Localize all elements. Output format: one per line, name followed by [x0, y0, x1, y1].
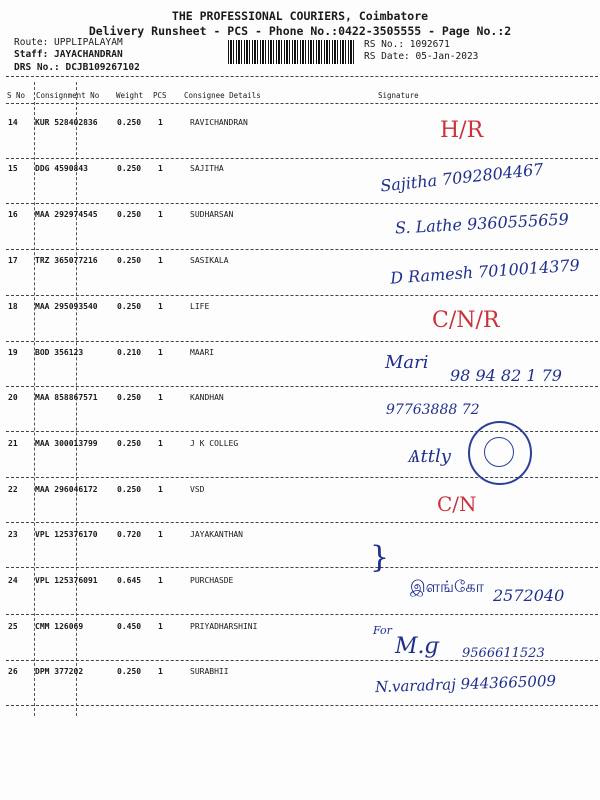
- row-pcs: 1: [158, 256, 163, 265]
- row-consignment: KUR 528402836: [35, 118, 98, 127]
- row-weight: 0.250: [117, 256, 142, 265]
- row-sno: 19: [8, 348, 18, 357]
- row-consignee: VSD: [190, 485, 205, 494]
- row-consignee: SUDHARSAN: [190, 210, 234, 219]
- row-pcs: 1: [158, 439, 163, 448]
- row-sno: 23: [8, 530, 18, 539]
- signature-row25-mark: M.ɡ: [395, 634, 439, 659]
- row-consignment: CMM 126069: [35, 622, 84, 631]
- column-header-consignee: Consignee Details: [184, 91, 261, 100]
- row-separator: [6, 705, 598, 706]
- row-weight: 0.250: [117, 393, 142, 402]
- row-consignee: KANDHAN: [190, 393, 224, 402]
- row-weight: 0.645: [117, 576, 142, 585]
- barcode: [228, 40, 356, 64]
- row-weight: 0.250: [117, 302, 142, 311]
- signature-row14: H/R: [440, 118, 484, 143]
- signature-row24-phone: 2572040: [493, 586, 565, 605]
- row-pcs: 1: [158, 576, 163, 585]
- row-consignment: VPL 125376091: [35, 576, 98, 585]
- row-sno: 18: [8, 302, 18, 311]
- row-pcs: 1: [158, 302, 163, 311]
- row-pcs: 1: [158, 530, 163, 539]
- row-pcs: 1: [158, 210, 163, 219]
- row-consignment: MAA 292974545: [35, 210, 98, 219]
- row-consignment: MAA 858867571: [35, 393, 98, 402]
- row-consignment: TRZ 365077216: [35, 256, 98, 265]
- row-weight: 0.250: [117, 485, 142, 494]
- row-separator: [6, 522, 598, 523]
- signature-row26: N.varadraj 9443665009: [374, 671, 557, 697]
- row-weight: 0.250: [117, 439, 142, 448]
- rs-date: RS Date: 05-Jan-2023: [364, 51, 479, 62]
- row-weight: 0.250: [117, 118, 142, 127]
- row-pcs: 1: [158, 485, 163, 494]
- column-header-sno: S No: [7, 91, 26, 100]
- signature-row17: D Ramesh 7010014379: [389, 255, 581, 288]
- staff-label: Staff: JAYACHANDRAN: [14, 49, 123, 60]
- row-sno: 21: [8, 439, 18, 448]
- row-consignee: SURABHII: [190, 667, 229, 676]
- row-separator: [6, 249, 598, 250]
- row-pcs: 1: [158, 118, 163, 127]
- row-weight: 0.250: [117, 210, 142, 219]
- row-sno: 22: [8, 485, 18, 494]
- signature-row22: C/N: [437, 492, 477, 516]
- rs-number: RS No.: 1092671: [364, 39, 450, 50]
- row-consignment: VPL 125376170: [35, 530, 98, 539]
- row-pcs: 1: [158, 622, 163, 631]
- row-pcs: 1: [158, 667, 163, 676]
- signature-row21: Ѧttly: [408, 446, 451, 467]
- signature-row15: Sajitha 7092804467: [379, 159, 545, 196]
- row-weight: 0.450: [117, 622, 142, 631]
- signature-row25-for: For: [373, 624, 392, 637]
- row-consignee: PRIYADHARSHINI: [190, 622, 258, 631]
- signature-row20: 97763888 72: [386, 402, 480, 418]
- separator: [6, 103, 598, 104]
- row-weight: 0.210: [117, 348, 142, 357]
- row-pcs: 1: [158, 164, 163, 173]
- row-separator: [6, 614, 598, 615]
- row-sno: 15: [8, 164, 18, 173]
- row-consignment: BOD 356123: [35, 348, 84, 357]
- signature-row19-name: Mari: [385, 352, 429, 373]
- row-consignment: MAA 300013799: [35, 439, 98, 448]
- row-weight: 0.250: [117, 164, 142, 173]
- signature-row19-phone: 98 94 82 1 79: [450, 366, 562, 385]
- row-separator: [6, 386, 598, 387]
- separator: [6, 76, 598, 77]
- signature-row25-phone: 9566611523: [462, 646, 545, 661]
- route-label: Route: UPPLIPALAYAM: [14, 37, 123, 48]
- row-consignee: PURCHASDE: [190, 576, 234, 585]
- runsheet-title: Delivery Runsheet - PCS - Phone No.:0422-3505555 - Page No.:2: [88, 24, 512, 38]
- row-sno: 25: [8, 622, 18, 631]
- row-consignee: J K COLLEG: [190, 439, 239, 448]
- row-consignee: SAJITHA: [190, 164, 224, 173]
- column-header-weight: Weight: [116, 91, 144, 100]
- row-consignee: SASIKALA: [190, 256, 229, 265]
- row-separator: [6, 158, 598, 159]
- row-pcs: 1: [158, 393, 163, 402]
- row-sno: 20: [8, 393, 18, 402]
- row-sno: 24: [8, 576, 18, 585]
- row-separator: [6, 203, 598, 204]
- column-header-signature: Signature: [378, 91, 419, 100]
- college-stamp: [468, 421, 532, 485]
- signature-row18: C/N/R: [432, 308, 500, 333]
- row-sno: 26: [8, 667, 18, 676]
- row-weight: 0.250: [117, 667, 142, 676]
- column-header-pcs: PCS: [153, 91, 167, 100]
- company-title: THE PROFESSIONAL COURIERS, Coimbatore: [171, 9, 429, 23]
- row-consignee: RAVICHANDRAN: [190, 118, 248, 127]
- bracket-mark: }: [370, 540, 390, 575]
- row-separator: [6, 341, 598, 342]
- row-consignment: DDG 4590843: [35, 164, 88, 173]
- row-separator: [6, 567, 598, 568]
- signature-row16: S. Lathe 9360555659: [394, 209, 570, 238]
- row-consignment: DPM 377202: [35, 667, 84, 676]
- row-consignee: LIFE: [190, 302, 210, 311]
- row-sno: 14: [8, 118, 18, 127]
- row-sno: 16: [8, 210, 18, 219]
- row-consignment: MAA 296046172: [35, 485, 98, 494]
- row-consignee: JAYAKANTHAN: [190, 530, 243, 539]
- row-weight: 0.720: [117, 530, 142, 539]
- row-sno: 17: [8, 256, 18, 265]
- row-consignee: MAARI: [190, 348, 215, 357]
- row-pcs: 1: [158, 348, 163, 357]
- signature-row24-name: இளங்கோ: [410, 577, 484, 596]
- drs-number: DRS No.: DCJB109267102: [14, 62, 140, 73]
- column-header-consignment: Consignment No: [36, 91, 100, 100]
- row-consignment: MAA 295093540: [35, 302, 98, 311]
- row-separator: [6, 295, 598, 296]
